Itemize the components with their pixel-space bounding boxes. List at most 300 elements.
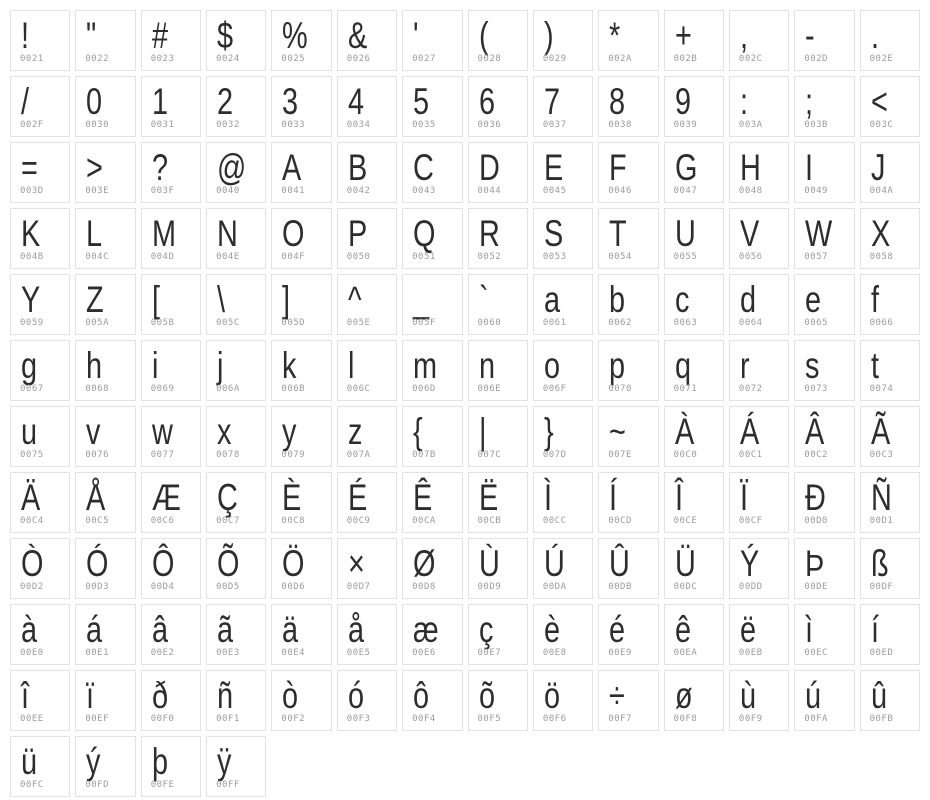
glyph-code-label: 00EE bbox=[20, 714, 44, 724]
glyph-code-label: 0065 bbox=[804, 318, 828, 328]
glyph-cell[interactable] bbox=[598, 604, 658, 665]
glyph-cell[interactable] bbox=[533, 670, 593, 731]
glyph-char: 5 bbox=[413, 81, 430, 122]
glyph-code-label: 0025 bbox=[281, 54, 306, 64]
glyph-code-label: 0071 bbox=[673, 384, 698, 394]
glyph-cell[interactable] bbox=[664, 10, 724, 71]
glyph-cell[interactable] bbox=[794, 670, 854, 731]
glyph-cell[interactable] bbox=[598, 208, 658, 269]
glyph-cell[interactable] bbox=[729, 274, 789, 335]
glyph-code-label: 0023 bbox=[150, 54, 175, 64]
glyph-char: Ì bbox=[543, 477, 552, 518]
glyph-cell[interactable] bbox=[141, 670, 201, 731]
glyph-cell[interactable] bbox=[468, 604, 528, 665]
glyph-cell[interactable] bbox=[337, 538, 397, 599]
glyph-char: t bbox=[870, 345, 879, 386]
glyph-cell[interactable] bbox=[337, 340, 397, 401]
glyph-code-label: 002D bbox=[804, 54, 828, 64]
glyph-char: v bbox=[86, 411, 101, 452]
glyph-cell[interactable] bbox=[75, 406, 135, 467]
glyph-cell[interactable] bbox=[402, 472, 462, 533]
glyph-code-label: 007E bbox=[608, 450, 632, 460]
glyph-code-label: 002A bbox=[608, 54, 632, 64]
glyph-cell[interactable] bbox=[10, 736, 70, 797]
glyph-code-label: 00F3 bbox=[346, 714, 371, 724]
glyph-code-label: 0041 bbox=[281, 186, 306, 196]
glyph-cell[interactable] bbox=[206, 472, 266, 533]
glyph-cell[interactable] bbox=[664, 538, 724, 599]
glyph-code-label: 005E bbox=[346, 318, 371, 328]
glyph-cell[interactable] bbox=[794, 208, 854, 269]
glyph-cell[interactable] bbox=[468, 538, 528, 599]
glyph-cell[interactable] bbox=[794, 142, 854, 203]
glyph-code-label: 006F bbox=[542, 384, 567, 394]
glyph-code-label: 0036 bbox=[477, 120, 502, 130]
glyph-code-label: 0038 bbox=[608, 120, 632, 130]
glyph-cell[interactable] bbox=[141, 274, 201, 335]
glyph-cell[interactable] bbox=[141, 538, 201, 599]
glyph-code-label: 0021 bbox=[20, 54, 44, 64]
glyph-code-label: 0043 bbox=[412, 186, 436, 196]
glyph-cell[interactable] bbox=[10, 208, 70, 269]
glyph-cell[interactable] bbox=[402, 208, 462, 269]
glyph-cell[interactable] bbox=[402, 538, 462, 599]
glyph-char: . bbox=[870, 15, 879, 56]
glyph-cell[interactable] bbox=[598, 274, 658, 335]
glyph-cell[interactable] bbox=[533, 340, 593, 401]
glyph-cell[interactable] bbox=[533, 274, 593, 335]
glyph-code-label: 0037 bbox=[542, 120, 567, 130]
glyph-cell[interactable] bbox=[794, 538, 854, 599]
glyph-cell[interactable] bbox=[337, 76, 397, 137]
glyph-char: c bbox=[674, 279, 689, 320]
glyph-cell[interactable] bbox=[402, 604, 462, 665]
glyph-cell[interactable] bbox=[794, 76, 854, 137]
glyph-char: 2 bbox=[217, 81, 234, 122]
glyph-cell[interactable] bbox=[860, 10, 920, 71]
glyph-char: ø bbox=[674, 675, 693, 716]
glyph-cell[interactable] bbox=[598, 142, 658, 203]
glyph-code-label: 00CC bbox=[542, 516, 567, 526]
glyph-code-label: 00EA bbox=[673, 648, 698, 658]
glyph-code-label: 0053 bbox=[542, 252, 567, 262]
glyph-cell[interactable] bbox=[598, 472, 658, 533]
glyph-char: ê bbox=[674, 609, 691, 650]
glyph-code-label: 003E bbox=[85, 186, 110, 196]
glyph-code-label: 002C bbox=[738, 54, 763, 64]
glyph-code-label: 0062 bbox=[608, 318, 632, 328]
glyph-cell[interactable] bbox=[10, 340, 70, 401]
glyph-cell[interactable] bbox=[337, 406, 397, 467]
glyph-cell[interactable] bbox=[10, 472, 70, 533]
glyph-char: % bbox=[282, 15, 309, 56]
glyph-code-label: 00CB bbox=[477, 516, 502, 526]
glyph-char: k bbox=[282, 345, 297, 386]
glyph-code-label: 00D2 bbox=[20, 582, 44, 592]
glyph-cell[interactable] bbox=[402, 274, 462, 335]
glyph-char: Q bbox=[413, 213, 436, 254]
glyph-cell[interactable] bbox=[729, 604, 789, 665]
glyph-char: M bbox=[151, 213, 176, 254]
glyph-code-label: 0049 bbox=[804, 186, 828, 196]
glyph-code-label: 003F bbox=[150, 186, 175, 196]
glyph-code-label: 007C bbox=[477, 450, 502, 460]
glyph-cell[interactable] bbox=[598, 76, 658, 137]
glyph-cell[interactable] bbox=[271, 604, 331, 665]
glyph-cell[interactable] bbox=[533, 406, 593, 467]
glyph-code-label: 0061 bbox=[542, 318, 567, 328]
glyph-cell[interactable] bbox=[533, 472, 593, 533]
glyph-cell[interactable] bbox=[729, 142, 789, 203]
glyph-cell[interactable] bbox=[337, 10, 397, 71]
glyph-cell[interactable] bbox=[271, 538, 331, 599]
glyph-cell[interactable] bbox=[141, 406, 201, 467]
glyph-cell[interactable] bbox=[533, 538, 593, 599]
glyph-cell[interactable] bbox=[141, 736, 201, 797]
glyph-code-label: 00D8 bbox=[412, 582, 436, 592]
glyph-code-label: 005A bbox=[85, 318, 110, 328]
glyph-char: s bbox=[805, 345, 820, 386]
glyph-cell[interactable] bbox=[729, 208, 789, 269]
glyph-cell[interactable] bbox=[468, 76, 528, 137]
glyph-code-label: 00C3 bbox=[869, 450, 894, 460]
glyph-code-label: 006E bbox=[477, 384, 502, 394]
glyph-cell[interactable] bbox=[664, 274, 724, 335]
glyph-cell[interactable] bbox=[729, 340, 789, 401]
glyph-cell[interactable] bbox=[141, 10, 201, 71]
glyph-code-label: 0072 bbox=[738, 384, 763, 394]
glyph-char: | bbox=[478, 411, 487, 452]
glyph-cell[interactable] bbox=[402, 670, 462, 731]
glyph-char: : bbox=[739, 81, 748, 122]
glyph-cell[interactable] bbox=[10, 406, 70, 467]
glyph-cell[interactable] bbox=[75, 274, 135, 335]
glyph-cell[interactable] bbox=[664, 472, 724, 533]
glyph-char: Þ bbox=[805, 543, 825, 584]
glyph-cell[interactable] bbox=[141, 208, 201, 269]
glyph-cell[interactable] bbox=[141, 142, 201, 203]
glyph-char: Â bbox=[805, 411, 825, 452]
glyph-char: V bbox=[739, 213, 760, 254]
glyph-char: } bbox=[543, 411, 554, 452]
glyph-cell[interactable] bbox=[10, 76, 70, 137]
glyph-char: # bbox=[151, 15, 168, 56]
glyph-code-label: 0033 bbox=[281, 120, 306, 130]
glyph-cell[interactable] bbox=[10, 538, 70, 599]
glyph-cell[interactable] bbox=[271, 274, 331, 335]
glyph-cell[interactable] bbox=[468, 274, 528, 335]
glyph-code-label: 0039 bbox=[673, 120, 698, 130]
glyph-cell[interactable] bbox=[141, 472, 201, 533]
glyph-code-label: 003D bbox=[20, 186, 44, 196]
glyph-char: \ bbox=[217, 279, 226, 320]
glyph-cell[interactable] bbox=[206, 274, 266, 335]
glyph-cell[interactable] bbox=[337, 670, 397, 731]
glyph-cell[interactable] bbox=[271, 76, 331, 137]
glyph-code-label: 00C0 bbox=[673, 450, 698, 460]
glyph-code-label: 00C7 bbox=[216, 516, 240, 526]
glyph-cell[interactable] bbox=[271, 340, 331, 401]
glyph-cell[interactable] bbox=[75, 76, 135, 137]
glyph-cell[interactable] bbox=[468, 340, 528, 401]
glyph-cell[interactable] bbox=[271, 670, 331, 731]
glyph-cell[interactable] bbox=[337, 604, 397, 665]
glyph-char: õ bbox=[478, 675, 495, 716]
glyph-char: " bbox=[86, 15, 97, 56]
glyph-cell[interactable] bbox=[141, 76, 201, 137]
glyph-cell[interactable] bbox=[729, 538, 789, 599]
glyph-cell[interactable] bbox=[206, 142, 266, 203]
glyph-char: B bbox=[347, 147, 368, 188]
glyph-char: X bbox=[870, 213, 890, 254]
glyph-cell[interactable] bbox=[533, 10, 593, 71]
glyph-cell[interactable] bbox=[860, 604, 920, 665]
glyph-cell[interactable] bbox=[10, 142, 70, 203]
glyph-code-label: 006C bbox=[346, 384, 371, 394]
glyph-char: Å bbox=[86, 477, 106, 518]
glyph-char: ß bbox=[870, 543, 889, 584]
glyph-cell[interactable] bbox=[271, 142, 331, 203]
glyph-char: b bbox=[609, 279, 626, 320]
glyph-cell[interactable] bbox=[664, 340, 724, 401]
glyph-cell[interactable] bbox=[533, 604, 593, 665]
glyph-cell[interactable] bbox=[729, 472, 789, 533]
glyph-cell[interactable] bbox=[75, 670, 135, 731]
glyph-cell[interactable] bbox=[402, 76, 462, 137]
glyph-cell[interactable] bbox=[664, 604, 724, 665]
glyph-cell[interactable] bbox=[860, 274, 920, 335]
glyph-cell[interactable] bbox=[729, 406, 789, 467]
glyph-code-label: 005F bbox=[412, 318, 436, 328]
glyph-code-label: 0073 bbox=[804, 384, 828, 394]
glyph-cell[interactable] bbox=[598, 340, 658, 401]
glyph-char: _ bbox=[413, 279, 430, 320]
glyph-cell[interactable] bbox=[598, 406, 658, 467]
glyph-char: ! bbox=[21, 15, 30, 56]
glyph-char: A bbox=[282, 147, 302, 188]
glyph-cell[interactable] bbox=[860, 406, 920, 467]
glyph-cell[interactable] bbox=[468, 208, 528, 269]
glyph-char: á bbox=[86, 609, 103, 650]
glyph-cell[interactable] bbox=[75, 142, 135, 203]
glyph-char: Ä bbox=[21, 477, 41, 518]
glyph-code-label: 004F bbox=[281, 252, 306, 262]
glyph-cell[interactable] bbox=[468, 10, 528, 71]
glyph-cell[interactable] bbox=[860, 670, 920, 731]
glyph-cell[interactable] bbox=[271, 208, 331, 269]
glyph-cell[interactable] bbox=[664, 142, 724, 203]
glyph-cell[interactable] bbox=[141, 340, 201, 401]
glyph-cell[interactable] bbox=[75, 538, 135, 599]
glyph-char: Æ bbox=[151, 477, 181, 518]
glyph-cell[interactable] bbox=[860, 142, 920, 203]
glyph-char: ) bbox=[543, 15, 554, 56]
glyph-cell[interactable] bbox=[75, 736, 135, 797]
glyph-code-label: 002B bbox=[673, 54, 698, 64]
glyph-cell[interactable] bbox=[860, 208, 920, 269]
glyph-char: R bbox=[478, 213, 500, 254]
glyph-cell[interactable] bbox=[468, 406, 528, 467]
glyph-cell[interactable] bbox=[468, 142, 528, 203]
glyph-code-label: 00C5 bbox=[85, 516, 110, 526]
glyph-char: Ë bbox=[478, 477, 498, 518]
glyph-code-label: 00DC bbox=[673, 582, 698, 592]
glyph-char: ì bbox=[805, 609, 814, 650]
glyph-code-label: 00FF bbox=[216, 780, 240, 790]
glyph-cell[interactable] bbox=[10, 274, 70, 335]
glyph-cell[interactable] bbox=[271, 10, 331, 71]
glyph-code-label: 00F6 bbox=[542, 714, 567, 724]
glyph-cell[interactable] bbox=[402, 142, 462, 203]
glyph-code-label: 006D bbox=[412, 384, 436, 394]
glyph-cell[interactable] bbox=[794, 340, 854, 401]
glyph-code-label: 00EC bbox=[804, 648, 828, 658]
glyph-cell[interactable] bbox=[794, 604, 854, 665]
glyph-cell[interactable] bbox=[337, 472, 397, 533]
glyph-code-label: 00C4 bbox=[20, 516, 44, 526]
glyph-cell[interactable] bbox=[468, 472, 528, 533]
glyph-cell[interactable] bbox=[598, 10, 658, 71]
glyph-char: Ô bbox=[151, 543, 175, 584]
glyph-char: g bbox=[21, 345, 38, 386]
glyph-code-label: 00F2 bbox=[281, 714, 306, 724]
glyph-code-label: 0057 bbox=[804, 252, 828, 262]
glyph-code-label: 0069 bbox=[150, 384, 175, 394]
glyph-code-label: 00FB bbox=[869, 714, 894, 724]
glyph-code-label: 00D4 bbox=[150, 582, 175, 592]
glyph-char: U bbox=[674, 213, 696, 254]
glyph-char: ` bbox=[478, 279, 489, 320]
glyph-char: & bbox=[347, 15, 368, 56]
glyph-char: p bbox=[609, 345, 626, 386]
glyph-cell[interactable] bbox=[337, 208, 397, 269]
glyph-cell[interactable] bbox=[206, 208, 266, 269]
glyph-code-label: 00FA bbox=[804, 714, 828, 724]
glyph-char: f bbox=[870, 279, 879, 320]
glyph-cell[interactable] bbox=[468, 670, 528, 731]
glyph-cell[interactable] bbox=[141, 604, 201, 665]
glyph-code-label: 0054 bbox=[608, 252, 632, 262]
glyph-code-label: 0050 bbox=[346, 252, 371, 262]
glyph-char: Ö bbox=[282, 543, 305, 584]
glyph-cell[interactable] bbox=[10, 10, 70, 71]
glyph-cell[interactable] bbox=[664, 76, 724, 137]
glyph-cell[interactable] bbox=[75, 340, 135, 401]
glyph-code-label: 00F0 bbox=[150, 714, 175, 724]
glyph-char: þ bbox=[151, 741, 168, 782]
glyph-code-label: 0068 bbox=[85, 384, 110, 394]
glyph-code-label: 0026 bbox=[346, 54, 371, 64]
glyph-cell[interactable] bbox=[337, 142, 397, 203]
glyph-cell[interactable] bbox=[664, 670, 724, 731]
glyph-cell[interactable] bbox=[206, 406, 266, 467]
glyph-char: â bbox=[151, 609, 168, 650]
glyph-char: ë bbox=[739, 609, 756, 650]
glyph-code-label: 00C6 bbox=[150, 516, 175, 526]
glyph-char: ý bbox=[86, 741, 101, 782]
glyph-cell[interactable] bbox=[271, 406, 331, 467]
glyph-cell[interactable] bbox=[794, 406, 854, 467]
glyph-cell[interactable] bbox=[729, 76, 789, 137]
glyph-cell[interactable] bbox=[794, 10, 854, 71]
glyph-code-label: 00DA bbox=[542, 582, 567, 592]
glyph-char: Ð bbox=[805, 477, 827, 518]
glyph-cell[interactable] bbox=[75, 10, 135, 71]
glyph-cell[interactable] bbox=[664, 208, 724, 269]
glyph-code-label: 007B bbox=[412, 450, 436, 460]
glyph-code-label: 0058 bbox=[869, 252, 894, 262]
glyph-code-label: 00E7 bbox=[477, 648, 502, 658]
glyph-cell[interactable] bbox=[664, 406, 724, 467]
glyph-cell[interactable] bbox=[402, 340, 462, 401]
glyph-cell[interactable] bbox=[206, 10, 266, 71]
glyph-cell[interactable] bbox=[794, 472, 854, 533]
glyph-cell[interactable] bbox=[533, 208, 593, 269]
glyph-cell[interactable] bbox=[598, 538, 658, 599]
glyph-code-label: 0077 bbox=[150, 450, 175, 460]
glyph-code-label: 00E2 bbox=[150, 648, 175, 658]
glyph-code-label: 00C8 bbox=[281, 516, 306, 526]
glyph-cell[interactable] bbox=[10, 670, 70, 731]
glyph-char: j bbox=[217, 345, 224, 386]
glyph-cell[interactable] bbox=[860, 76, 920, 137]
glyph-code-label: 00D1 bbox=[869, 516, 894, 526]
glyph-code-label: 0079 bbox=[281, 450, 306, 460]
glyph-char: È bbox=[282, 477, 302, 518]
glyph-cell[interactable] bbox=[271, 472, 331, 533]
glyph-cell[interactable] bbox=[206, 604, 266, 665]
glyph-cell[interactable] bbox=[860, 538, 920, 599]
glyph-cell[interactable] bbox=[533, 76, 593, 137]
glyph-char: E bbox=[543, 147, 564, 188]
glyph-cell[interactable] bbox=[75, 604, 135, 665]
glyph-code-label: 005C bbox=[216, 318, 240, 328]
glyph-cell[interactable] bbox=[206, 76, 266, 137]
glyph-cell[interactable] bbox=[402, 10, 462, 71]
glyph-char: n bbox=[478, 345, 495, 386]
glyph-cell[interactable] bbox=[75, 472, 135, 533]
glyph-cell[interactable] bbox=[206, 736, 266, 797]
glyph-cell[interactable] bbox=[533, 142, 593, 203]
glyph-cell[interactable] bbox=[729, 10, 789, 71]
glyph-cell[interactable] bbox=[598, 670, 658, 731]
glyph-cell[interactable] bbox=[860, 340, 920, 401]
glyph-char: Ü bbox=[674, 543, 696, 584]
glyph-char: + bbox=[674, 15, 692, 56]
glyph-code-label: 00E5 bbox=[346, 648, 371, 658]
glyph-cell[interactable] bbox=[729, 670, 789, 731]
glyph-char: ü bbox=[21, 741, 38, 782]
glyph-cell[interactable] bbox=[337, 274, 397, 335]
glyph-cell[interactable] bbox=[75, 208, 135, 269]
glyph-code-label: 0064 bbox=[738, 318, 763, 328]
glyph-char: Á bbox=[739, 411, 760, 452]
glyph-cell[interactable] bbox=[206, 538, 266, 599]
glyph-cell[interactable] bbox=[402, 406, 462, 467]
glyph-char: ? bbox=[151, 147, 168, 188]
glyph-code-label: 0030 bbox=[85, 120, 110, 130]
glyph-cell[interactable] bbox=[206, 340, 266, 401]
glyph-char: ^ bbox=[347, 279, 362, 320]
glyph-cell[interactable] bbox=[10, 604, 70, 665]
glyph-code-label: 004E bbox=[216, 252, 240, 262]
glyph-cell[interactable] bbox=[206, 670, 266, 731]
glyph-code-label: 00E4 bbox=[281, 648, 306, 658]
glyph-cell[interactable] bbox=[860, 472, 920, 533]
glyph-char: Ó bbox=[86, 543, 109, 584]
glyph-cell[interactable] bbox=[794, 274, 854, 335]
glyph-code-label: 002F bbox=[20, 120, 44, 130]
